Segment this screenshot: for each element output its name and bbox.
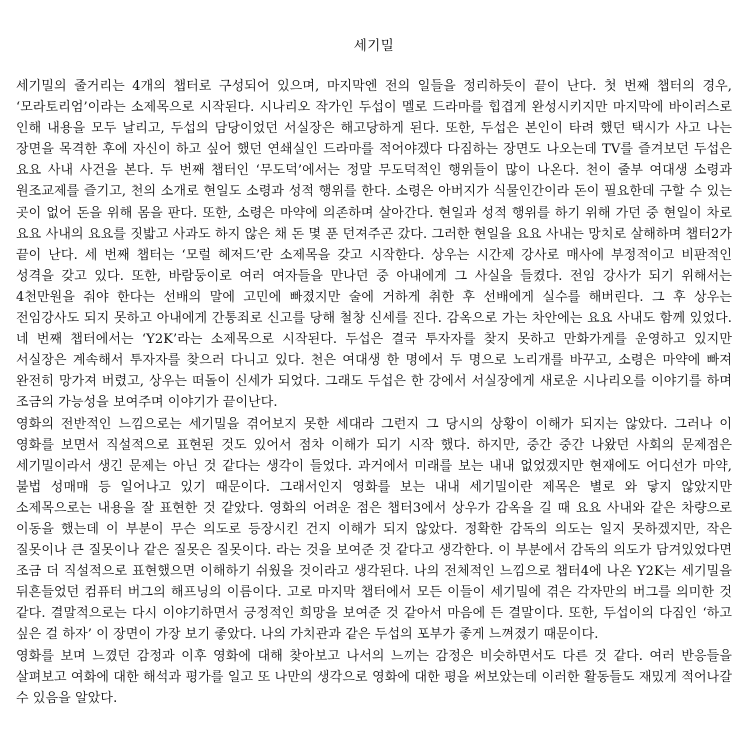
paragraph-synopsis: 세기밀의 줄거리는 4개의 챕터로 구성되어 있으며, 마지막엔 전의 일들을 정리하듯이 끝이 난다. 첫 번째 챕터의 경우, ‘모라토리엄’이라는 소제목으로 시작된다. 시나리오 작가인 두섭이 멜로 드라마를 힙겹게 완성시키지만 마지막에 바이러스로 인해 내용을 모두 날리고, 두섭의 담당이었던 서실장은 해고당하게 된다. 또한, 두섭은 본인이 타려 했던 택시가 사고 나는 장면을 목격한 후에 자신이 하고 싶어 했던 연쇄실인 드라마를 적어야겠다 다짐하는 장면도 나오는데 TV를 즐겨보던 두섭은 요요 사내 사건을 본다. 두 번째 챕터인 ‘무도덕’에서는 정말 무도덕적인 행위들이 많이 나온다. 천이 줄부 여대생 소령과 원조교제를 즐기고, 천의 소개로 현일도 소령과 성적 행위를 한다. 소령은 아버지가 식물인간이라 돈이 필요한데 구할 수 있는 곳이 없어 돈을 위해 몸을 판다. 또한, 소령은 마약에 의존하며 살아간다. 현일과 성적 행위를 하기 위해 가던 중 현일이 차로 요요 사내의 요요를 짓밟고 사과도 하지 않은 채 돈 몇 푼 던져주곤 갔다. 그러한 현일을 요요 사내는 망치로 살해하며 챕터2가 끝이 난다. 세 번째 챕터는 ‘모럴 헤저드’란 소제목을 갖고 시작한다. 상우는 시간제 강사로 매사에 부정적이고 비판적인 성격을 갖고 있다. 또한, 바람둥이로 여러 여자들을 만나던 중 아내에게 그 사실을 들켰다. 전임 강사가 되기 위해서는 4천만원을 줘야 한다는 선배의 말에 고민에 빠졌지만 술에 거하게 취한 후 선배에게 실수를 해버린다. 그 후 상우는 전임강사도 되지 못하고 아내에게 간통죄로 신고를 당해 철창 신세를 진다. 감옥으로 가는 차안에는 요요 사내도 함께 있었다. 네 번째 챕터에서는 ‘Y2K’라는 소제목으로 시작된다. 두섭은 결국 투자자를 찾지 못하고 만화가게를 운영하고 있지만 서실장은 계속해서 투자자를 찾으러 다니고 있다. 천은 여대생 한 명에서 두 명으로 노리개를 바꾸고, 소령은 마약에 빠져 완전히 망가져 버렸고, 상우는 떠돌이 신세가 되었다. 그래도 두섭은 한 강에서 서실장에게 새로운 시나리오를 이야기를 하며 조금의 가능성을 보여주며 이야기가 끝이난다. [16,79,732,411]
document-title: 세기밀 [353,38,395,54]
paragraph-conclusion: 영화를 보며 느꼈던 감정과 이후 영화에 대해 찾아보고 나서의 느끼는 감정은 비슷하면서도 다른 것 같다. 여러 반응들을 살펴보고 여화에 대한 해석과 평가를 일고 또 나만의 생각으로 영화에 대한 평을 써보았는데 이러한 활동들도 재밌게 적어나갈 수 있음을 알았다. [16,648,732,706]
paragraph-impressions: 영화의 전반적인 느낌으로는 세기밀을 겪어보지 못한 세대라 그런지 그 당시의 상황이 이해가 되지는 않았다. 그러나 이 영화를 보면서 직설적으로 표현된 것도 있어서 점차 이해가 되기 시작 했다. 하지만, 중간 중간 나왔던 사회의 문제점은 세기밀이라서 생긴 문제는 아닌 것 같다는 생각이 들었다. 과거에서 미래를 보는 내내 없었겠지만 현재에도 어디선가 마약, 불법 성매매 등 일어나고 있기 때문이다. 그래서인지 영화를 보는 내내 세기밀이란 제목은 별로 와 닿지 않았지만 소제목으로는 내용을 잘 표현한 것 같았다. 영화의 어려운 점은 챕터3에서 상우가 감옥을 길 때 요요 사내와 같은 차량으로 이동을 했는데 이 부분이 무슨 의도로 등장시킨 건지 이해가 되지 않았다. 정확한 감독의 의도는 일지 못하겠지만, 작은 질못이나 큰 질못이나 같은 질못은 질못이다. 라는 것을 보여준 것 같다고 생각한다. 이 부분에서 감독의 의도가 담겨있었다면 조금 더 직설적으로 표현했으면 이해하기 쉬웠을 것이라고 생각된다. 나의 전체적인 느낌으로 챕터4에 나온 Y2K는 세기밀을 뒤흔들었던 컴퓨터 버그의 해프닝의 이름이다. 고로 마지막 챕터에서 모든 이들이 세기밀에 겪은 각자만의 버그를 의미한 것 같다. 결말적으로는 다시 이야기하면서 긍정적인 희망을 보여준 것 같아서 마음에 든 결말이다. 또한, 두섭이의 다짐인 ‘하고 싶은 걸 하자’ 이 장면이 가장 보기 좋았다. 나의 가치관과 같은 두섭의 포부가 좋게 느껴졌기 때문이다. [16,416,732,643]
